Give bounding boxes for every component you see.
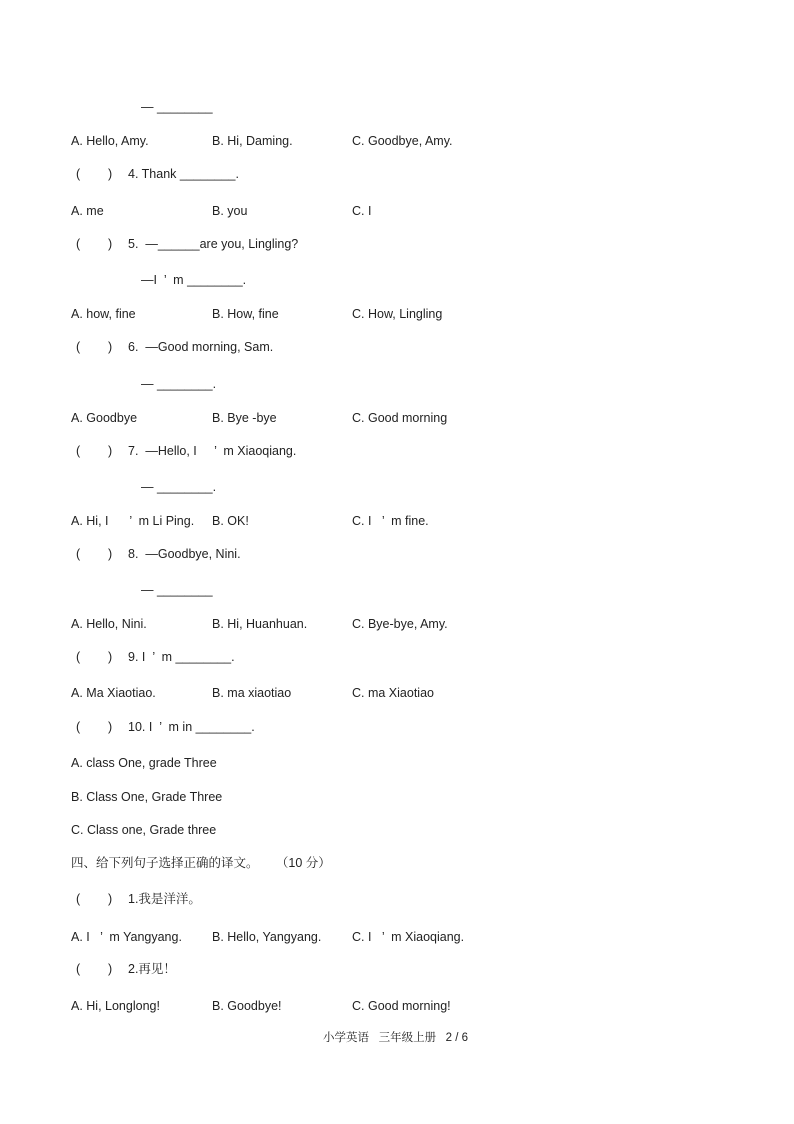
q6-option-a[interactable]: A. Goodbye xyxy=(71,411,138,425)
q10-option-b[interactable]: B. Class One, Grade Three xyxy=(71,790,223,804)
s4q1-option-c[interactable]: C. I ’ m Xiaoqiang. xyxy=(352,930,465,944)
s4q2-stem: 2.再见！ xyxy=(128,962,176,976)
q10-answer-paren[interactable]: ( ) xyxy=(76,720,113,734)
q7-answer-paren[interactable]: ( ) xyxy=(76,444,113,458)
section-4-title: 四、给下列句子选择正确的译文。 （10 分） xyxy=(71,856,331,870)
q3-answer-line[interactable]: — ________ xyxy=(141,100,213,114)
q8-option-a[interactable]: A. Hello, Nini. xyxy=(71,617,147,631)
page-footer: 小学英语 三年级上册 2 / 6 xyxy=(323,1032,469,1044)
q7-stem: 7. —Hello, I ’ m Xiaoqiang. xyxy=(128,444,297,458)
q6-option-b[interactable]: B. Bye -bye xyxy=(212,411,277,425)
q7-option-a[interactable]: A. Hi, I ’ m Li Ping. xyxy=(71,514,195,528)
s4q2-option-a[interactable]: A. Hi, Longlong! xyxy=(71,999,160,1013)
s4q2-option-c[interactable]: C. Good morning! xyxy=(352,999,451,1013)
q9-answer-paren[interactable]: ( ) xyxy=(76,650,113,664)
q6-option-c[interactable]: C. Good morning xyxy=(352,411,448,425)
q9-stem: 9. I ’ m ________. xyxy=(128,650,235,664)
q3-option-a[interactable]: A. Hello, Amy. xyxy=(71,134,149,148)
q5-option-b[interactable]: B. How, fine xyxy=(212,307,279,321)
q8-stem: 8. —Goodbye, Nini. xyxy=(128,547,241,561)
q9-option-c[interactable]: C. ma Xiaotiao xyxy=(352,686,434,700)
q9-option-b[interactable]: B. ma xiaotiao xyxy=(212,686,292,700)
q5-option-c[interactable]: C. How, Lingling xyxy=(352,307,443,321)
q10-option-c[interactable]: C. Class one, Grade three xyxy=(71,823,217,837)
q4-stem: 4. Thank ________. xyxy=(128,167,239,181)
q7-option-c[interactable]: C. I ’ m fine. xyxy=(352,514,429,528)
q4-option-b[interactable]: B. you xyxy=(212,204,248,218)
q8-answer-paren[interactable]: ( ) xyxy=(76,547,113,561)
s4q2-option-b[interactable]: B. Goodbye! xyxy=(212,999,282,1013)
s4q2-answer-paren[interactable]: ( ) xyxy=(76,962,113,976)
q7-reply: — ________. xyxy=(141,480,217,494)
q5-reply: —I ’ m ________. xyxy=(141,273,247,287)
s4q1-option-b[interactable]: B. Hello, Yangyang. xyxy=(212,930,322,944)
q9-option-a[interactable]: A. Ma Xiaotiao. xyxy=(71,686,156,700)
q3-option-b[interactable]: B. Hi, Daming. xyxy=(212,134,293,148)
q8-option-b[interactable]: B. Hi, Huanhuan. xyxy=(212,617,308,631)
q4-answer-paren[interactable]: ( ) xyxy=(76,167,113,181)
q4-option-a[interactable]: A. me xyxy=(71,204,104,218)
q10-option-a[interactable]: A. class One, grade Three xyxy=(71,756,217,770)
q6-answer-paren[interactable]: ( ) xyxy=(76,340,113,354)
q10-stem: 10. I ’ m in ________. xyxy=(128,720,255,734)
q8-option-c[interactable]: C. Bye-bye, Amy. xyxy=(352,617,448,631)
q5-answer-paren[interactable]: ( ) xyxy=(76,237,113,251)
q6-stem: 6. —Good morning, Sam. xyxy=(128,340,274,354)
s4q1-answer-paren[interactable]: ( ) xyxy=(76,892,113,906)
q8-reply: — ________ xyxy=(141,583,213,597)
s4q1-stem: 1.我是洋洋。 xyxy=(128,892,201,906)
q3-option-c[interactable]: C. Goodbye, Amy. xyxy=(352,134,453,148)
q4-option-c[interactable]: C. I xyxy=(352,204,372,218)
q7-option-b[interactable]: B. OK! xyxy=(212,514,249,528)
s4q1-option-a[interactable]: A. I ’ m Yangyang. xyxy=(71,930,182,944)
q6-reply: — ________. xyxy=(141,377,217,391)
q5-option-a[interactable]: A. how, fine xyxy=(71,307,136,321)
q5-stem: 5. —______are you, Lingling? xyxy=(128,237,299,251)
